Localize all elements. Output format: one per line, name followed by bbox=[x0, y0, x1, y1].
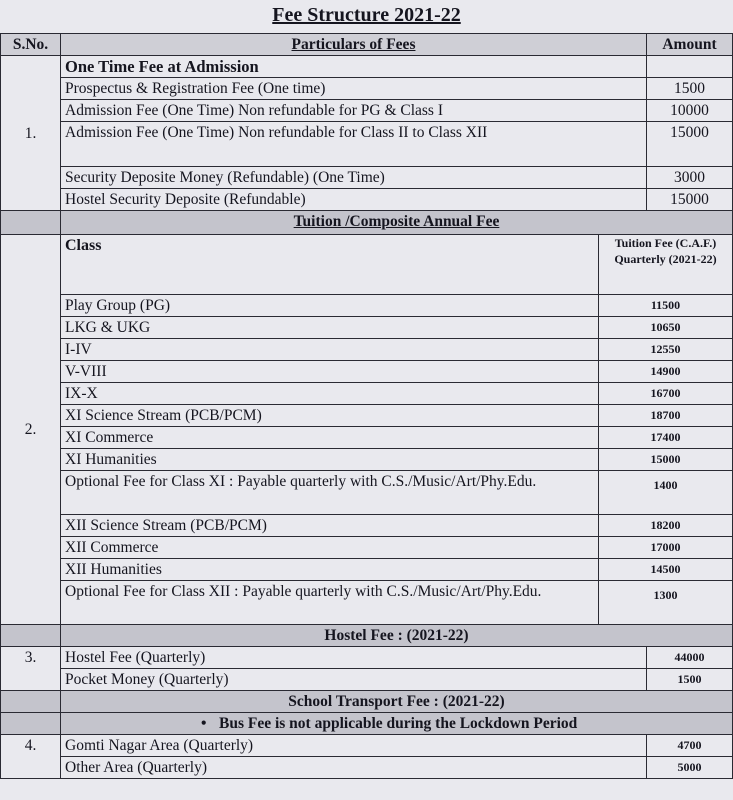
table-row bbox=[1, 361, 733, 383]
class-label: Optional Fee for Class XI : Payable quarterly with C.S./Music/Art/Phy.Edu. bbox=[61, 471, 599, 515]
table-row bbox=[1, 581, 733, 625]
table-row bbox=[1, 471, 733, 515]
fee-label: Prospectus & Registration Fee (One time) bbox=[61, 78, 647, 100]
class-fee: 14900 bbox=[599, 361, 733, 383]
class-fee: 18700 bbox=[599, 405, 733, 427]
bullet-icon: • bbox=[201, 715, 207, 732]
table-row bbox=[1, 515, 733, 537]
fee-amount: 10000 bbox=[647, 100, 733, 122]
class-label: XI Science Stream (PCB/PCM) bbox=[61, 405, 599, 427]
class-label: XII Science Stream (PCB/PCM) bbox=[61, 515, 599, 537]
table-header-row bbox=[1, 34, 733, 56]
section2-band-sno bbox=[1, 211, 61, 235]
class-fee: 1400 bbox=[599, 471, 733, 515]
section2-header-row bbox=[1, 235, 733, 295]
section4-sno: 4. bbox=[1, 735, 61, 779]
section1-heading-amount bbox=[647, 56, 733, 78]
table-row bbox=[1, 449, 733, 471]
table-row bbox=[1, 78, 733, 100]
class-label: V-VIII bbox=[61, 361, 599, 383]
class-label: Optional Fee for Class XII : Payable quarterly with C.S./Music/Art/Phy.Edu. bbox=[61, 581, 599, 625]
table-row bbox=[1, 295, 733, 317]
fee-amount: 1500 bbox=[647, 78, 733, 100]
tuition-fee-header: Tuition Fee (C.A.F.) Quarterly (2021-22) bbox=[599, 235, 733, 295]
section3-band-sno bbox=[1, 625, 61, 647]
section4-title: School Transport Fee : (2021-22) bbox=[61, 691, 733, 713]
class-header: Class bbox=[61, 235, 599, 295]
table-row bbox=[1, 427, 733, 449]
fee-amount: 4700 bbox=[647, 735, 733, 757]
class-label: LKG & UKG bbox=[61, 317, 599, 339]
table-row bbox=[1, 317, 733, 339]
class-fee: 16700 bbox=[599, 383, 733, 405]
class-label: XII Commerce bbox=[61, 537, 599, 559]
section4-band bbox=[1, 691, 733, 713]
section4-band-sno bbox=[1, 691, 61, 713]
class-fee: 15000 bbox=[599, 449, 733, 471]
class-label: I-IV bbox=[61, 339, 599, 361]
fee-amount: 15000 bbox=[647, 122, 733, 167]
section3-title: Hostel Fee : (2021-22) bbox=[61, 625, 733, 647]
class-fee: 11500 bbox=[599, 295, 733, 317]
class-label: XII Humanities bbox=[61, 559, 599, 581]
fee-label: Hostel Security Deposite (Refundable) bbox=[61, 189, 647, 211]
class-fee: 17400 bbox=[599, 427, 733, 449]
fee-label: Hostel Fee (Quarterly) bbox=[61, 647, 647, 669]
table-row bbox=[1, 339, 733, 361]
fee-label: Admission Fee (One Time) Non refundable for Class II to Class XII bbox=[61, 122, 647, 167]
section1-heading-row bbox=[1, 56, 733, 78]
class-label: XI Commerce bbox=[61, 427, 599, 449]
section4-note-sno bbox=[1, 713, 61, 735]
table-row bbox=[1, 405, 733, 427]
section1-sno: 1. bbox=[1, 56, 61, 211]
table-row bbox=[1, 383, 733, 405]
class-label: IX-X bbox=[61, 383, 599, 405]
table-row bbox=[1, 537, 733, 559]
table-row bbox=[1, 122, 733, 167]
fee-label: Security Deposite Money (Refundable) (One Time) bbox=[61, 167, 647, 189]
section3-sno: 3. bbox=[1, 647, 61, 691]
section2-sno: 2. bbox=[1, 235, 61, 625]
bus-fee-note-text: Bus Fee is not applicable during the Lockdown Period bbox=[219, 715, 578, 732]
class-fee: 14500 bbox=[599, 559, 733, 581]
fee-label: Admission Fee (One Time) Non refundable for PG & Class I bbox=[61, 100, 647, 122]
table-row bbox=[1, 647, 733, 669]
page-title: Fee Structure 2021-22 bbox=[272, 4, 461, 26]
section2-title: Tuition /Composite Annual Fee bbox=[61, 211, 733, 235]
table-row bbox=[1, 189, 733, 211]
class-fee: 17000 bbox=[599, 537, 733, 559]
fee-label: Pocket Money (Quarterly) bbox=[61, 669, 647, 691]
class-fee: 18200 bbox=[599, 515, 733, 537]
section4-note-row bbox=[1, 713, 733, 735]
fee-amount: 1500 bbox=[647, 669, 733, 691]
fee-table bbox=[0, 33, 733, 779]
fee-label: Other Area (Quarterly) bbox=[61, 757, 647, 779]
table-row bbox=[1, 735, 733, 757]
section1-heading: One Time Fee at Admission bbox=[61, 56, 647, 78]
table-row bbox=[1, 167, 733, 189]
fee-amount: 3000 bbox=[647, 167, 733, 189]
table-row bbox=[1, 559, 733, 581]
fee-amount: 15000 bbox=[647, 189, 733, 211]
table-row bbox=[1, 669, 733, 691]
fee-label: Gomti Nagar Area (Quarterly) bbox=[61, 735, 647, 757]
section2-band bbox=[1, 211, 733, 235]
amount-header: Amount bbox=[647, 34, 733, 56]
table-row bbox=[1, 757, 733, 779]
class-fee: 10650 bbox=[599, 317, 733, 339]
class-label: Play Group (PG) bbox=[61, 295, 599, 317]
fee-amount: 5000 bbox=[647, 757, 733, 779]
class-fee: 12550 bbox=[599, 339, 733, 361]
table-row bbox=[1, 100, 733, 122]
fee-amount: 44000 bbox=[647, 647, 733, 669]
class-fee: 1300 bbox=[599, 581, 733, 625]
bus-fee-note bbox=[61, 713, 733, 735]
sno-header: S.No. bbox=[1, 34, 61, 56]
particulars-header: Particulars of Fees bbox=[61, 34, 647, 56]
section3-band bbox=[1, 625, 733, 647]
class-label: XI Humanities bbox=[61, 449, 599, 471]
